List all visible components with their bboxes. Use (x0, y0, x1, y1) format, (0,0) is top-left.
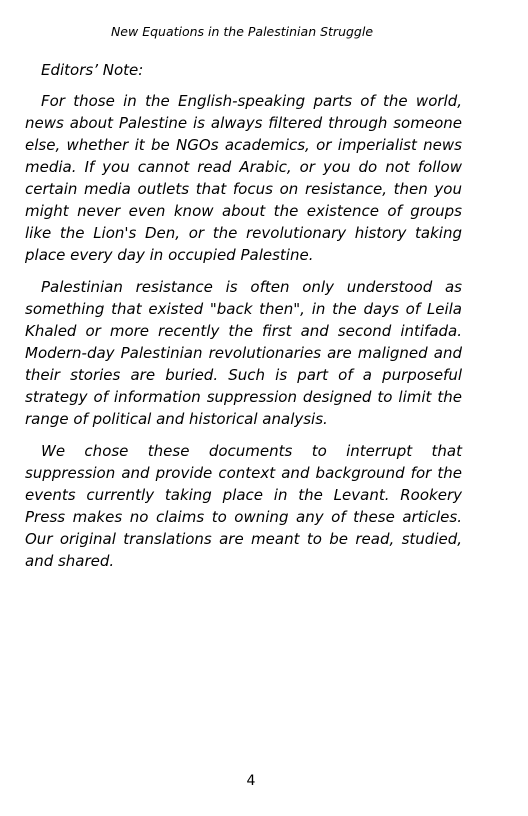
page-number: 4 (246, 773, 256, 789)
editors-note (25, 59, 462, 582)
editors-note-label: Editors’ Note: (41, 61, 144, 79)
paragraph-documents-purpose: We chose these documents to interrupt that suppression and provide context and background for the events currently taking place in the Levant. Rookery Press makes no claims to owning any of these articles. Our original translations are meant to be read, studied, and shared. (25, 442, 462, 570)
paragraph-news-filtered: For those in the English-speaking parts of the world, news about Palestine is always filtered through someone else, whether it be NGOs academics, or imperialist news media. If you cannot read Arabic, or you do not follow certain media outlets that focus on resistance, then you might never even know about the existence of groups like the Lion's Den, or the revolutionary history taking place every day in occupied Palestine. (25, 92, 462, 264)
paragraph-resistance-history: Palestinian resistance is often only understood as something that existed "back then", in the days of Leila Khaled or more recently the first and second intifada. Modern-day Palestinian revolutionaries are maligned and their stories are buried. Such is part of a purposeful strategy of information suppression designed to limit the range of political and historical analysis. (25, 278, 462, 428)
running-header: New Equations in the Palestinian Struggle (110, 24, 374, 39)
